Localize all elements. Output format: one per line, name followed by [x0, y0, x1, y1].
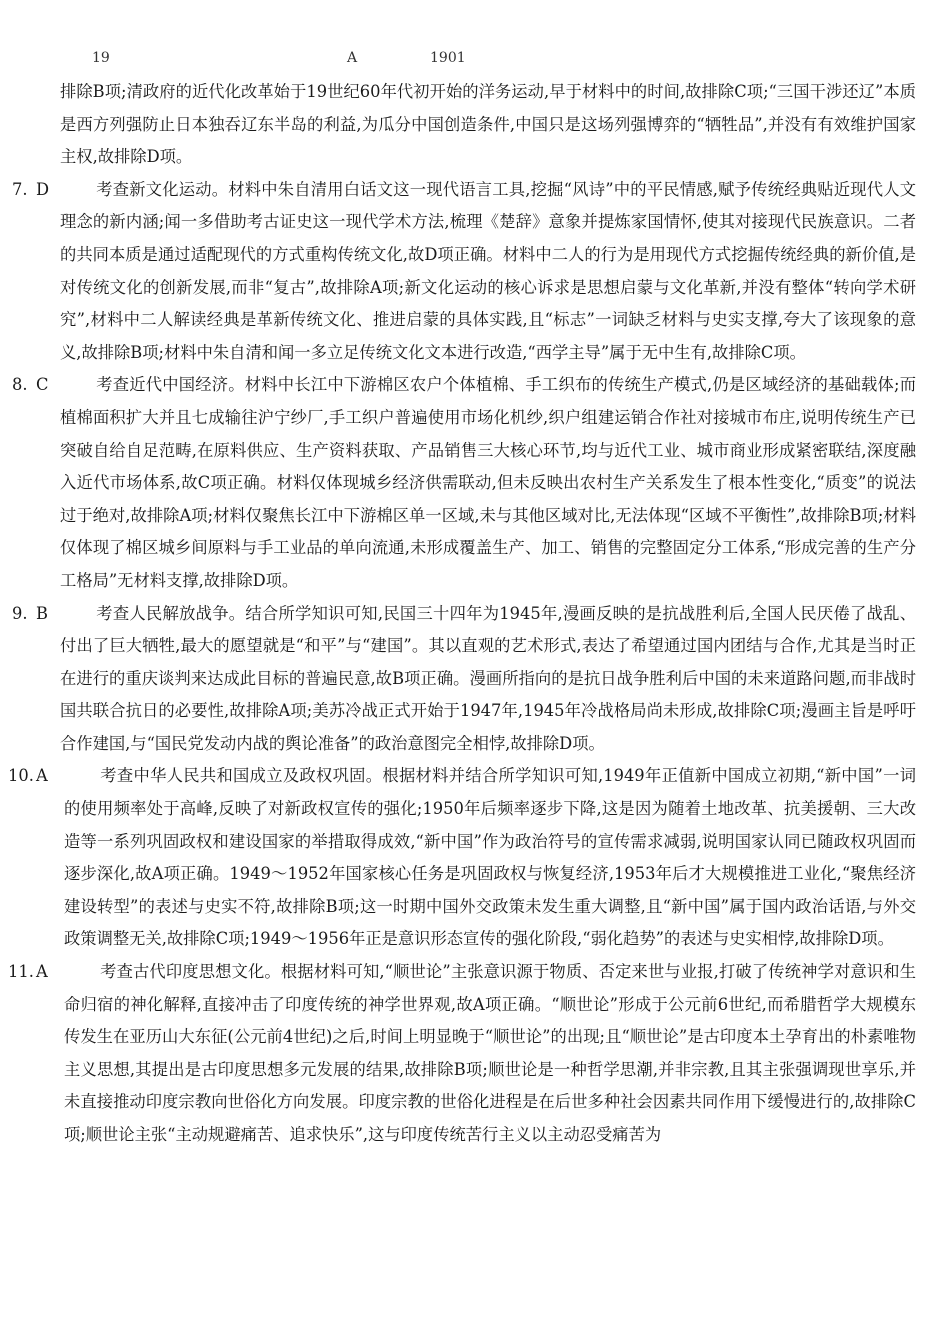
- explanation-text: 考查中华人民共和国成立及政权巩固。根据材料并结合所学知识可知,1949年正值新中国成立初期,“新中国”一词的使用频率处于高峰,反映了对新政权宣传的强化;1950年后频率逐步下降,这是因为随着土地改革、抗美援朝、三大改造等一系列巩固政权和建设国家的举措取得成效,“新中国”作为政治符号的宣传需求减弱,说明国家认同已随政权巩固而逐步深化,故A项正确。1949～1952年国家核心任务是巩固政权与恢复经济,1953年后才大规模推进工业化,“聚焦经济建设转型”的表述与史实不符,故排除B项;这一时期中国外交政策未发生重大调整,且“新中国”属于国内政治话语,与外交政策调整无关,故排除C项;1949～1956年正是意识形态宣传的强化阶段,“弱化趋势”的表述与史实相悖,故排除D项。: [64, 766, 916, 949]
- page-header: [0, 50, 950, 70]
- explanation-text: 考查古代印度思想文化。根据材料可知,“顺世论”主张意识源于物质、否定来世与业报,打破了传统神学对意识和生命归宿的神化解释,直接冲击了印度传统的神学世界观,故A项正确。“顺世论”形成于公元前6世纪,而希腊哲学大规模东传发生在亚历山大东征(公元前4世纪)之后,时间上明显晚于“顺世论”的出现;且“顺世论”是古印度本土孕育出的朴素唯物主义思想,其提出是古印度思想多元发展的结果,故排除B项;顺世论是一种哲学思潮,并非宗教,且其主张强调现世享乐,并未直接推动印度宗教向世俗化方向发展。印度宗教的世俗化进程是在后世多种社会因素共同作用下缓慢进行的,故排除C项;顺世论主张“主动规避痛苦、追求快乐”,这与印度传统苦行主义以主动忍受痛苦为: [64, 962, 916, 1144]
- question-number: 9.: [12, 603, 28, 623]
- answer-letter: B: [36, 603, 48, 623]
- previous-item-continuation: 排除B项;清政府的近代化改革始于19世纪60年代初开始的洋务运动,早于材料中的时间,故排除C项;“三国干涉还辽”本质是西方列强防止日本独吞辽东半岛的利益,为瓜分中国创造条件,中国只是这场列强博弈的“牺牲品”,并没有有效维护国家主权,故排除D项。: [60, 82, 916, 167]
- explanation-text: 考查人民解放战争。结合所学知识可知,民国三十四年为1945年,漫画反映的是抗战胜利后,全国人民厌倦了战乱、付出了巨大牺牲,最大的愿望就是“和平”与“建国”。其以直观的艺术形式,表达了希望通过国内团结与合作,尤其是当时正在进行的重庆谈判来达成此目标的普遍民意,故B项正确。漫画所指向的是抗日战争胜利后中国的未来道路问题,而非战时国共联合抗日的必要性,故排除A项;美苏冷战正式开始于1947年,1945年冷战格局尚未形成,故排除C项;漫画主旨是呼吁合作建国,与“国民党发动内战的舆论准备”的政治意图完全相悖,故排除D项。: [60, 603, 916, 753]
- explanation-item-11: [8, 956, 916, 1152]
- answer-letter: A: [36, 766, 48, 786]
- explanation-item-9: [12, 598, 916, 761]
- answer-letter: C: [36, 375, 49, 395]
- explanation-item-10: [8, 760, 916, 956]
- question-number: 8.: [12, 375, 28, 395]
- header-right-text: 1901: [430, 50, 466, 66]
- header-middle-text: A: [347, 50, 358, 66]
- question-number: 11.: [8, 962, 34, 982]
- answer-letter: A: [36, 962, 48, 982]
- explanation-item-7: [12, 174, 916, 370]
- explanation-text: 考查新文化运动。材料中朱自清用白话文这一现代语言工具,挖掘“风诗”中的平民情感,赋予传统经典贴近现代人文理念的新内涵;闻一多借助考古证史这一现代学术方法,梳理《楚辞》意象并提炼家国情怀,使其对接现代民族意识。二者的共同本质是通过适配现代的方式重构传统文化,故D项正确。材料中二人的行为是用现代方式挖掘传统经典的新价值,是对传统文化的创新发展,而非“复古”,故排除A项;新文化运动的核心诉求是思想启蒙与文化革新,并没有整体“转向学术研究”,材料中二人解读经典是革新传统文化、推进启蒙的具体实践,且“标志”一词缺乏材料与史实支撑,夸大了该现象的意义,故排除B项;材料中朱自清和闻一多立足传统文化文本进行改造,“西学主导”属于无中生有,故排除C项。: [60, 179, 916, 362]
- answer-explanations: [8, 76, 916, 1152]
- explanation-text: 考查近代中国经济。材料中长江中下游棉区农户个体植棉、手工织布的传统生产模式,仍是区域经济的基础载体;而植棉面积扩大并且七成输往沪宁纱厂,手工织户普遍使用市场化机纱,织户组建运销合作社对接城市布庄,说明传统生产已突破自给自足范畴,在原料供应、生产资料获取、产品销售三大核心环节,均与近代工业、城市商业形成紧密联结,深度融入近代市场体系,故C项正确。材料仅体现城乡经济供需联动,但未反映出农村生产关系发生了根本性变化,“质变”的说法过于绝对,故排除A项;材料仅聚焦长江中下游棉区单一区域,未与其他区域对比,无法体现“区域不平衡性”,故排除B项;材料仅体现了棉区城乡间原料与手工业品的单向流通,未形成覆盖生产、加工、销售的完整固定分工体系,“形成完善的生产分工格局”无材料支撑,故排除D项。: [60, 375, 916, 590]
- question-number: 7.: [12, 179, 28, 199]
- header-left-text: 19: [92, 50, 110, 66]
- question-number: 10.: [8, 766, 34, 786]
- explanation-item-8: [12, 369, 916, 597]
- answer-letter: D: [36, 179, 50, 199]
